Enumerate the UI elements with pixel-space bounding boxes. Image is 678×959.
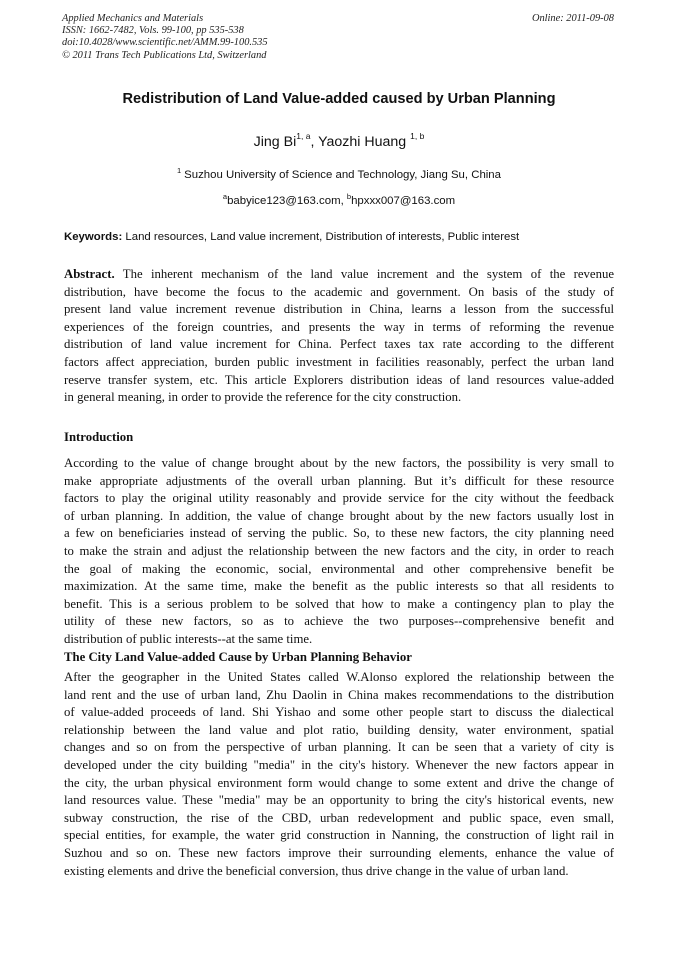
email-line: [0, 192, 678, 207]
paragraph-line: the goal of making the economic, social, environmental and other comprehensive benefit be: [64, 561, 614, 576]
abstract-line: in general meaning, in order to provide the reference for the city construction.: [64, 390, 462, 405]
paragraph-line: developed under the city building "media" in the city's history. Whenever the new factors appear in: [64, 757, 614, 772]
abstract-line: experiences of the foreign countries, and presents the way in terms of reforming the revenue: [64, 319, 614, 334]
paragraph-line: factors to play the original utility reasonably and provide service for the city without the feedback: [64, 491, 614, 506]
paragraph-line: utility of these new factors, so as to achieve the two purposes--comprehensive benefit and: [64, 614, 614, 629]
abstract-line: reserve transfer system, etc. This article Explorers distribution ideas of land resources value-added: [64, 372, 614, 387]
paragraph-line: benefit. This is a serious problem to be solved that how to make a contingency plan to play the: [64, 596, 614, 611]
online-date: Online: 2011-09-08: [531, 13, 614, 24]
author-name: Jing Bi: [253, 134, 297, 150]
paragraph-line: of value-added proceeds of land. Shi Yishao and some other people start to discuss the dialectical: [64, 705, 614, 720]
author-name: Yaozhi Huang: [318, 134, 407, 150]
abstract-line: factors affect appreciation, burden public investment in facilities reasonably, perfect the urban land: [64, 354, 614, 369]
section-heading-introduction: Introduction: [64, 430, 134, 444]
paragraph-line: a few on beneficiaries instead of serving the public. So, to these new factors, the city planning need: [64, 526, 614, 541]
paragraph-line: existing elements and drive the beneficial conversion, thus drive change in the value of urban land.: [64, 863, 569, 878]
section-heading-land-value-added: The City Land Value-added Cause by Urban Planning Behavior: [64, 650, 412, 664]
abstract: [64, 266, 614, 407]
affiliation-superscript: 1: [177, 166, 182, 175]
author-line: [0, 131, 678, 150]
paragraph-line: of urban planning. In addition, the value of change brought about by the new factors usually lost in: [64, 508, 614, 523]
email-link[interactable]: babyice123@163.com,: [227, 195, 347, 207]
abstract-line: distribution, have become the focus to the academic and government. On basis of the study of: [64, 284, 614, 299]
issn-line: ISSN: 1662-7482, Vols. 99-100, pp 535-538: [62, 25, 244, 37]
keywords: [64, 231, 616, 243]
paragraph-line: special entities, for example, the water grid construction in Nanning, the construction of light rail in: [64, 828, 614, 843]
paragraph-line: distribution of public interests--at the same time.: [64, 631, 313, 646]
paragraph-line: After the geographer in the United States called W.Alonso explored the relationship between the: [64, 670, 614, 684]
email-link[interactable]: hpxxx007@163.com: [351, 195, 456, 207]
journal-header: [62, 13, 268, 62]
copyright-line: © 2011 Trans Tech Publications Ltd, Switzerland: [62, 49, 267, 61]
paragraph-line: the city, the urban physical environment form would change to some extent and drive the change of: [64, 775, 614, 790]
paragraph-line: subway construction, the rise of the CBD, urban redevelopment and public space, even small,: [64, 810, 614, 825]
paragraph-line: to make the strain and adjust the relationship between the new factors and the city, in order to reach: [64, 543, 614, 558]
abstract-line: The inherent mechanism of the land value increment and the system of the revenue: [114, 267, 614, 281]
email-superscript: b: [346, 192, 352, 201]
author-superscript: 1, b: [410, 131, 425, 141]
doi-line: doi:10.4028/www.scientific.net/AMM.99-100.535: [62, 37, 268, 49]
paragraph-line: relationship between the land value and plot ratio, building density, water environment, spatial: [64, 722, 614, 737]
abstract-label: Abstract.: [64, 267, 115, 281]
section-text: [64, 669, 614, 880]
paragraph-line: land rent and the use of urban land, Zhu Daolin in China makes recommendations to the distribution: [64, 687, 614, 702]
paragraph-line: changes and so on from the perspective of urban planning. It can be seen that a variety of city is: [64, 740, 614, 755]
paper-title: Redistribution of Land Value-added caused by Urban Planning: [122, 91, 556, 107]
paragraph-line: maximization. At the same time, make the benefit as the public interests so that all residents to: [64, 579, 614, 594]
affiliation: [0, 166, 678, 181]
keywords-label: Keywords:: [64, 231, 123, 243]
abstract-line: present land value increment revenue distribution in China, learns a lesson from the successful: [64, 302, 614, 317]
keywords-text: Land resources, Land value increment, Distribution of interests, Public interest: [122, 231, 520, 243]
paragraph-line: According to the value of change brought about by the new factors, the possibility is very small to: [64, 456, 614, 470]
paragraph-line: make appropriate adjustments of the overall urban planning. But it’s difficult for these resource: [64, 473, 614, 488]
author-separator: ,: [310, 134, 319, 150]
author-superscript: 1, a: [296, 131, 311, 141]
email-superscript: a: [222, 192, 228, 201]
affiliation-text: Suzhou University of Science and Technology, Jiang Su, China: [184, 169, 501, 181]
paragraph-line: Suzhou and so on. These new factors improve their surrounding elements, enhance the value of: [64, 845, 614, 860]
introduction-text: [64, 455, 614, 649]
abstract-line: distribution of land value increment for China. Perfect taxes tax rate according to the different: [64, 337, 614, 352]
journal-name: Applied Mechanics and Materials: [62, 13, 204, 24]
paragraph-line: land resources value. These "media" may be an opportunity to bring the city's historical events, new: [64, 793, 614, 808]
